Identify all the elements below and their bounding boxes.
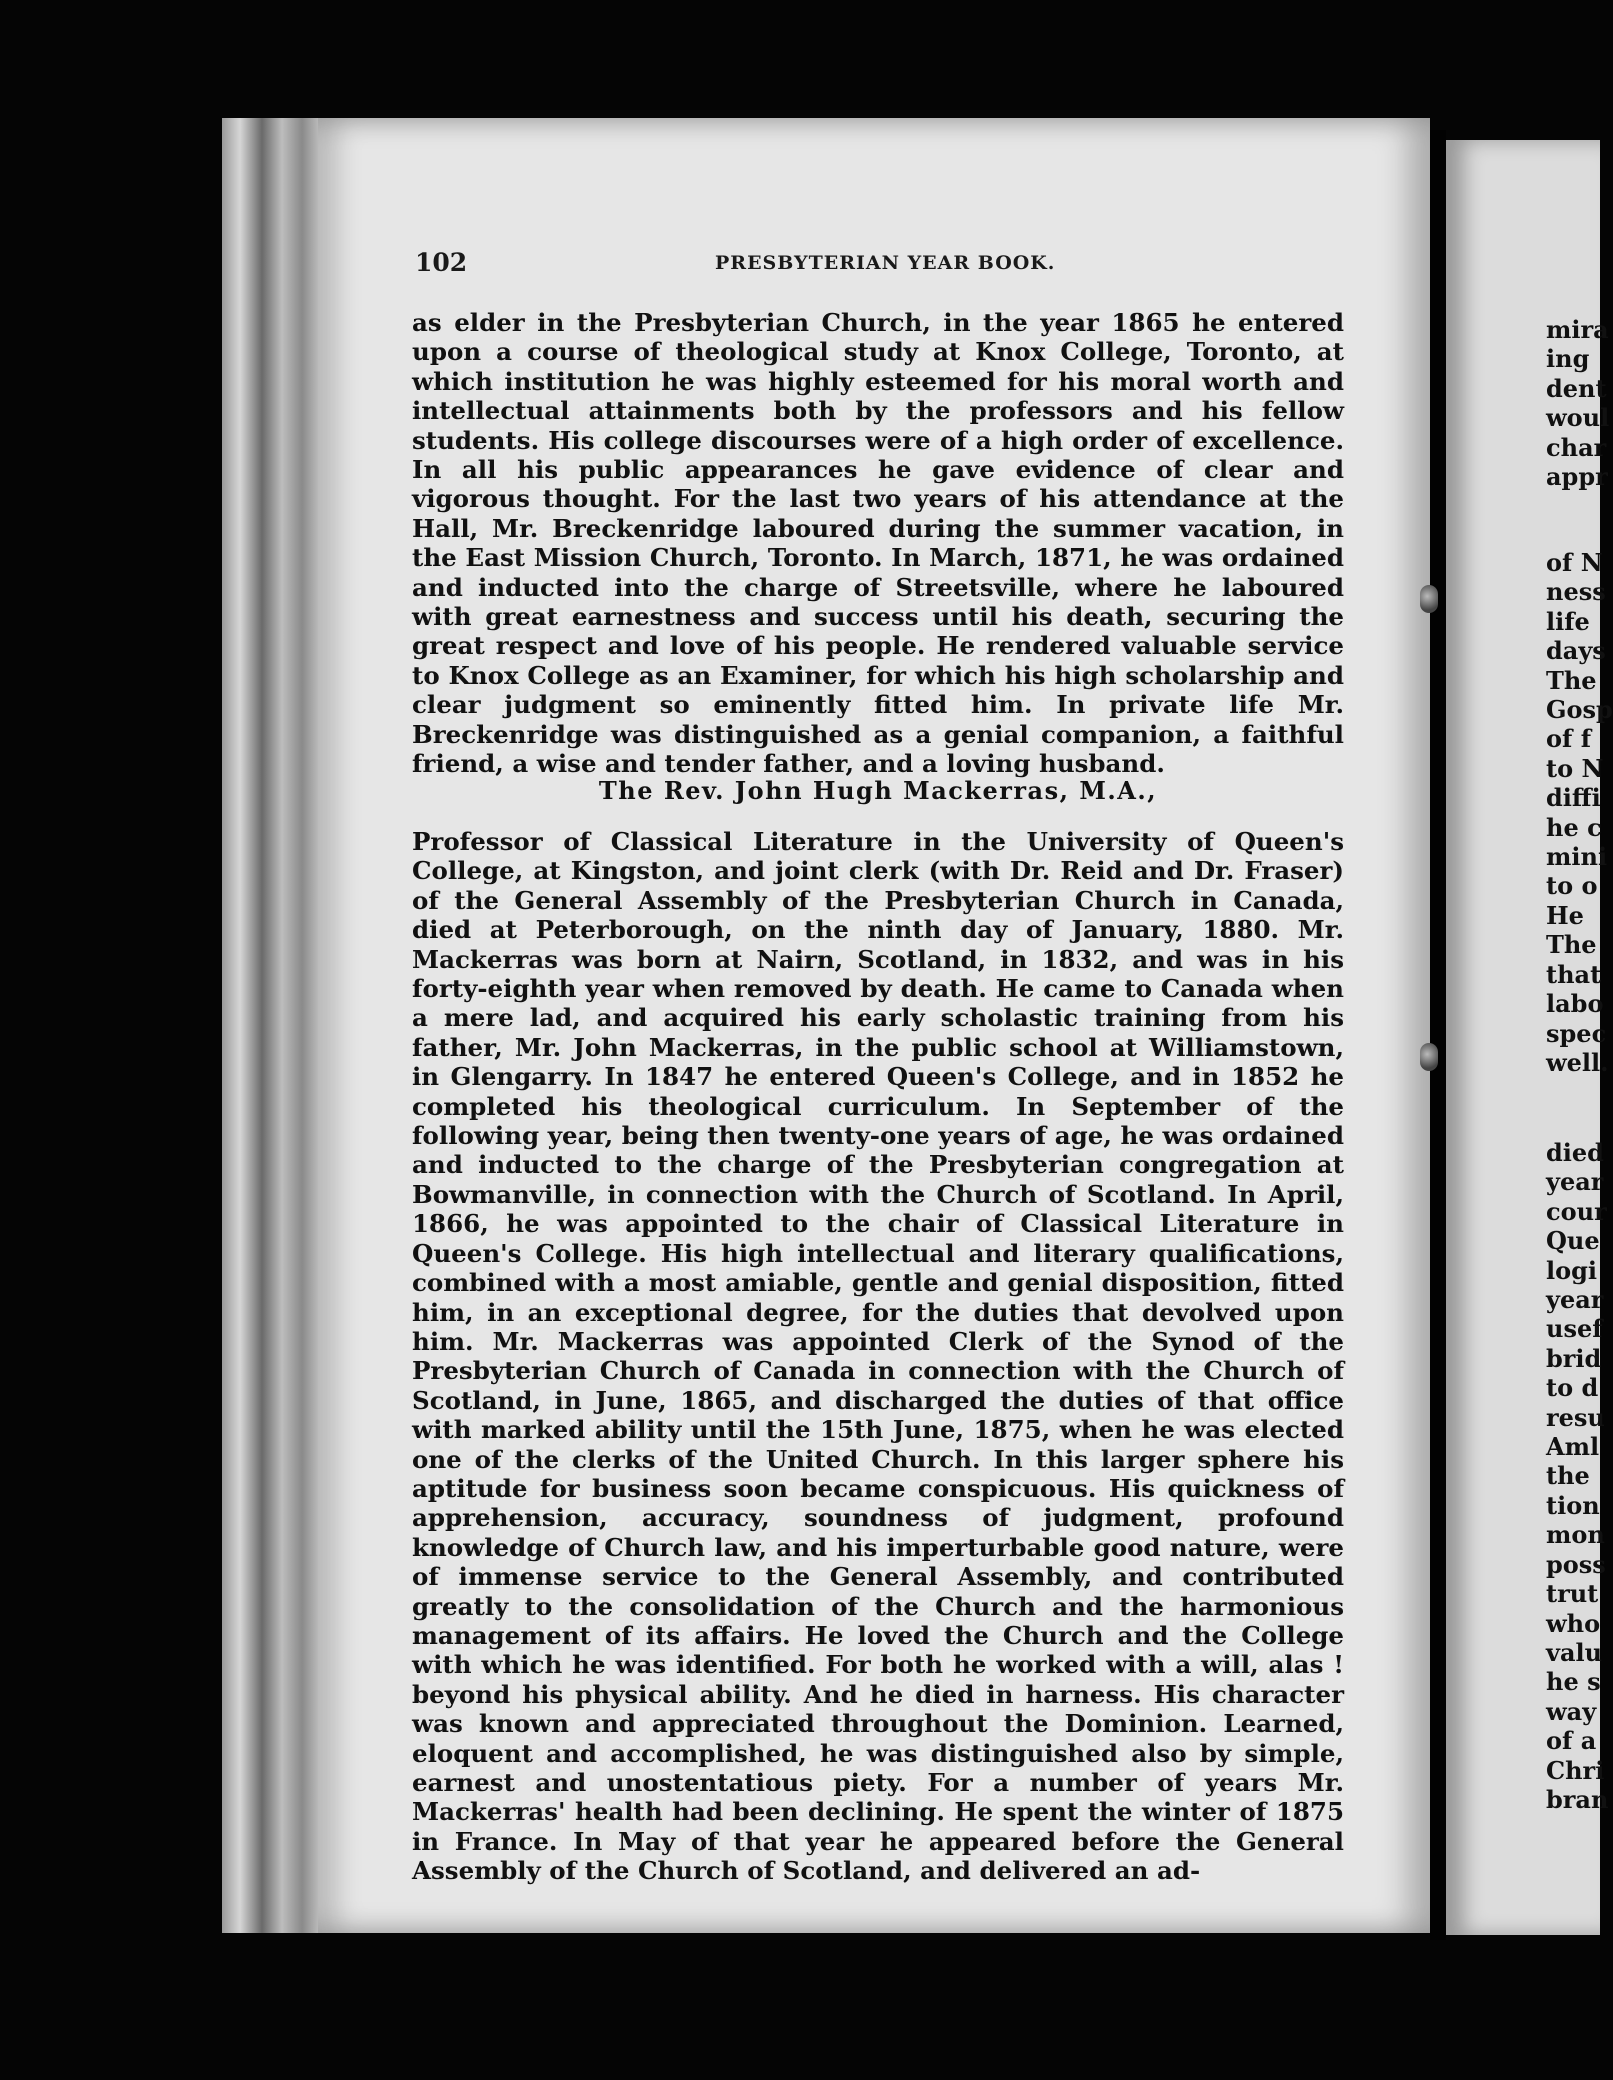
paragraph-text: Professor of Classical Literature in the University of Queen's College, at Kingston, and joint clerk (with Dr. Reid and Dr. Fraser) of the General Assembly of the Presbyterian Church in Canada, died at Peterborough, on the ninth day of January, 1880. Mr. Mackerras was born at Nairn, Scotland, in 1832, and was in his forty-eighth year when removed by death. He came to Canada when a mere lad, and acquired his early scholastic training from his father, Mr. John Mackerras, in the public school at Williamstown, in Glengarry. In 1847 he entered Queen's College, and in 1852 he completed his theological curriculum. In September of the following year, being then twenty-one years of age, he was ordained and inducted to the charge of the Presbyterian congregation at Bowmanville, in connection with the Church of Scotland. In April, 1866, he was appointed to the chair of Classical Literature in Queen's College. His high intellectual and literary qualifications, combined with a most amiable, gentle and genial disposition, fitted him, in an exceptional degree, for the duties that devolved upon him. Mr. Mackerras was appointed Clerk of the Synod of the Presbyterian Church of Canada in connection with the Church of Scotland, in June, 1865, and discharged the duties of that office with marked ability until the 15th June, 1875, when he was elected one of the clerks of the United Church. In this larger sphere his aptitude for business soon became conspicuous. His quickness of apprehension, accuracy, soundness of judgment, profound knowledge of Church law, and his imperturbable good nature, were of immense service to the General Assembly, and contributed greatly to the consolidation of the Church and the harmonious management of its affairs. He loved the Church and the College with which he was identified. For both he worked with a will, alas ! beyond his physical ability. And he died in harness. His character was known and appreciated throughout the Dominion. Learned, eloquent and accomplished, he was distinguished also by simple, earnest and unostentatious piety. For a number of years Mr. Mackerras' health had been declining. He spent the winter of 1875 in France. In May of that year he appeared before the General Assembly of the Church of Scotland, and delivered an ad- bbox=[412, 827, 1344, 1886]
facing-page-text-fragment: of N ness life days The Gosp of f to N diffi he c mini to o He The that labo spec well. bbox=[1546, 548, 1613, 1077]
paragraph-text: as elder in the Presbyterian Church, in the year 1865 he entered upon a course of theological study at Knox College, Toronto, at which institution he was highly esteemed for his moral worth and intellectual attainments both by the professors and his fellow students. His college discourses were of a high order of excellence. In all his public appearances he gave evidence of clear and vigorous thought. For the last two years of his attendance at the Hall, Mr. Breckenridge laboured during the summer vacation, in the East Mission Church, Toronto. In March, 1871, he was ordained and inducted into the charge of Streetsville, where he laboured with great earnestness and success until his death, securing the great respect and love of his people. He rendered valuable service to Knox College as an Examiner, for which his high scholarship and clear judgment so eminently fitted him. In private life Mr. Breckenridge was distinguished as a genial companion, a faithful friend, a wise and tender father, and a loving husband. bbox=[412, 308, 1344, 779]
facing-page-text-fragment: mira ing dent woul char appr bbox=[1546, 315, 1610, 492]
section-heading: The Rev. John Hugh Mackerras, M.A., bbox=[598, 776, 1158, 805]
page-stack-edge bbox=[222, 118, 322, 1933]
paragraph-mackerras bbox=[412, 827, 1344, 1886]
binding-clip bbox=[1420, 585, 1438, 613]
facing-page-text-fragment: died year cour Que logi year usef brid to d resu Aml the tion mon poss trut who valu he s way of a Chri bran bbox=[1546, 1138, 1609, 1814]
page-header bbox=[415, 248, 1415, 288]
page-number: 102 bbox=[415, 248, 468, 277]
paragraph-breckenridge bbox=[412, 308, 1344, 779]
binding-clip bbox=[1420, 1043, 1438, 1071]
running-title: PRESBYTERIAN YEAR BOOK. bbox=[715, 252, 1056, 274]
book-spine-gutter bbox=[1430, 130, 1446, 1940]
